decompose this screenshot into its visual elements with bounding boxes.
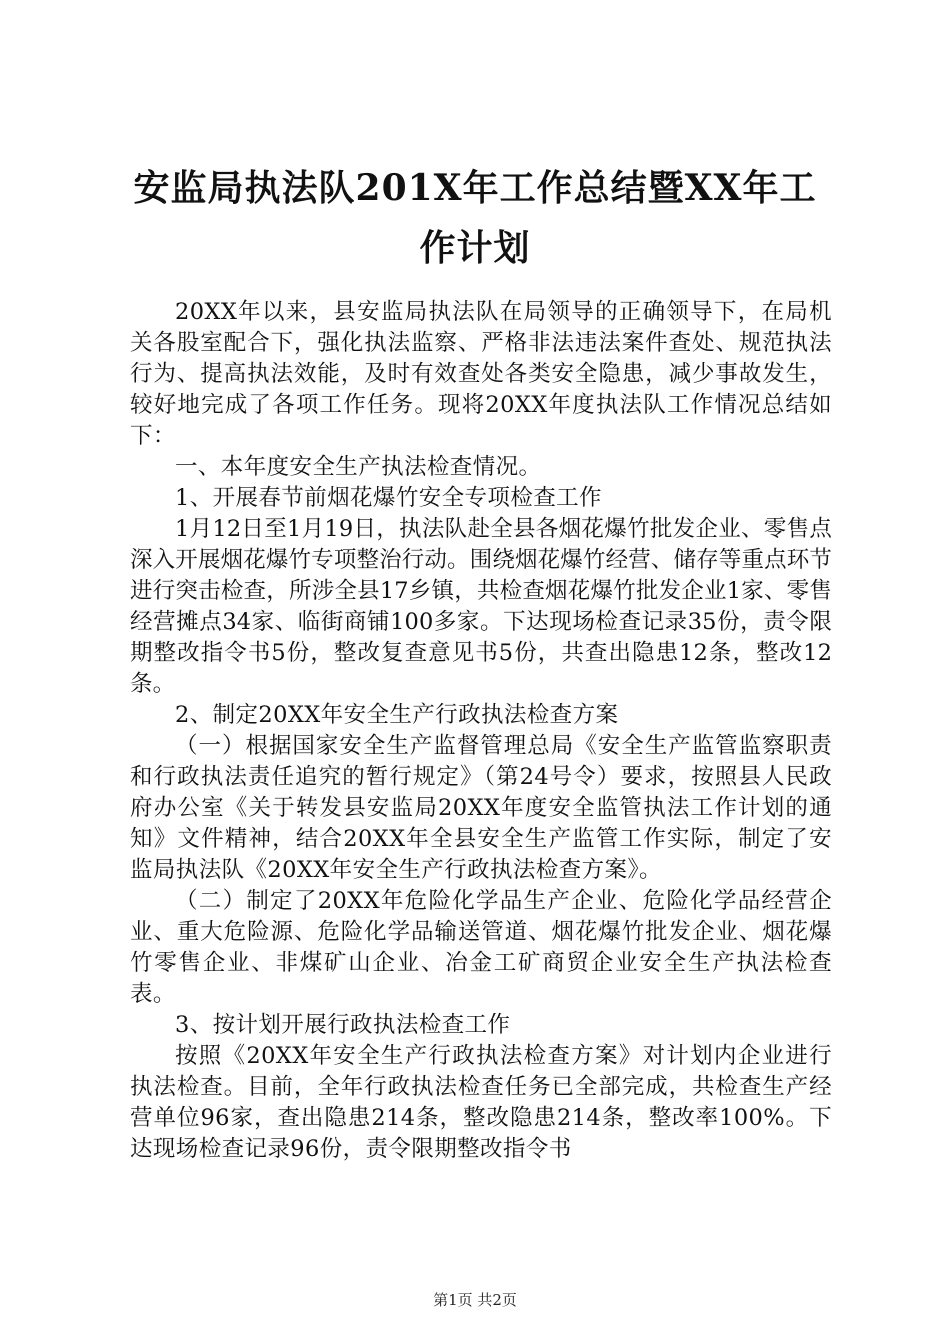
paragraph-plan-basis: （一）根据国家安全生产监督管理总局《安全生产监管监察职责和行政执法责任追究的暂行规定》（第24号令）要求，按照县人民政府办公室《关于转发县安监局20XX年度安全监管执法工作计划的通知》文件精神，结合20XX年全县安全生产监管工作实际，制定了安监局执法队《20XX年安全生产行政执法检查方案》。: [130, 733, 832, 883]
heading-item-2: 2、制定20XX年安全生产行政执法检查方案: [175, 702, 619, 728]
heading-item-3: 3、按计划开展行政执法检查工作: [175, 1012, 511, 1038]
heading-item-1: 1、开展春节前烟花爆竹安全专项检查工作: [175, 485, 602, 511]
page-number-footer: 第1页 共2页: [433, 1291, 517, 1309]
document-body: [130, 297, 832, 1165]
paragraph-fireworks-inspection: 1月12日至1月19日，执法队赴全县各烟花爆竹批发企业、零售点深入开展烟花爆竹专项整治行动。围绕烟花爆竹经营、储存等重点环节进行突击检查，所涉全县17乡镇，共检查烟花爆竹批发企业1家、零售经营摊点34家、临街商铺100多家。下达现场检查记录35份，责令限期整改指令书5份，整改复查意见书5份，共查出隐患12条，整改12条。: [130, 516, 832, 697]
heading-section-1: 一、本年度安全生产执法检查情况。: [175, 454, 542, 480]
paragraph-inspection-results: 按照《20XX年安全生产行政执法检查方案》对计划内企业进行执法检查。目前，全年行政执法检查任务已全部完成，共检查生产经营单位96家，查出隐患214条，整改隐患214条，整改率100%。下达现场检查记录96份，责令限期整改指令书: [130, 1043, 832, 1162]
document-title: 安监局执法队201X年工作总结暨XX年工作计划: [133, 167, 817, 269]
paragraph-intro: 20XX年以来，县安监局执法队在局领导的正确领导下，在局机关各股室配合下，强化执法监察、严格非法违法案件查处、规范执法行为、提高执法效能，及时有效查处各类安全隐患，减少事故发生，较好地完成了各项工作任务。现将20XX年度执法队工作情况总结如下：: [130, 299, 832, 449]
paragraph-checklists: （二）制定了20XX年危险化学品生产企业、危险化学品经营企业、重大危险源、危险化学品输送管道、烟花爆竹批发企业、烟花爆竹零售企业、非煤矿山企业、冶金工矿商贸企业安全生产执法检查表。: [130, 888, 832, 1007]
